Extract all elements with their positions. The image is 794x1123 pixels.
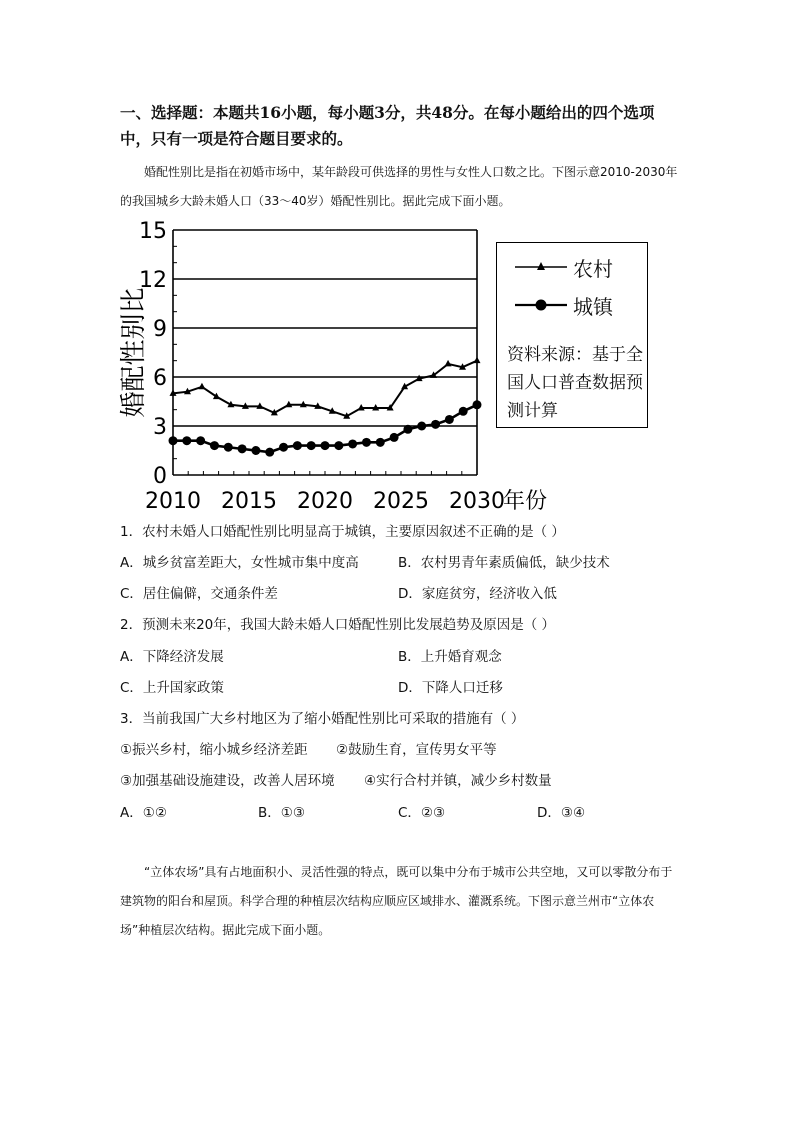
y-axis-label: 婚配性别比 [119, 287, 149, 418]
data-source-note: 资料来源：基于全国人口普查数据预测计算 [507, 345, 643, 421]
y-tick-label: 9 [153, 317, 167, 342]
urban-point [445, 415, 454, 424]
urban-point [362, 438, 371, 447]
section-heading: 一、选择题：本题共16小题，每小题3分，共48分。在每小题给出的四个选项中，只有一项是符合题目要求的。 [120, 103, 655, 148]
urban-point [473, 400, 482, 409]
legend-label: 农村 [573, 256, 613, 281]
q3-option-a[interactable]: A．①② [120, 805, 167, 821]
q3-option-b[interactable]: B．①③ [258, 805, 305, 821]
legend-item-rural [515, 253, 613, 281]
urban-point [376, 438, 385, 447]
intro-paragraph-2 [120, 858, 680, 945]
urban-point [307, 441, 316, 450]
y-tick-label: 3 [153, 415, 167, 440]
y-tick-label: 0 [153, 464, 167, 489]
series-line-rural [173, 361, 477, 417]
urban-point [251, 446, 260, 455]
q3-option-c[interactable]: C．②③ [398, 805, 446, 821]
q2-option-c[interactable]: C．上升国家政策 [120, 680, 224, 696]
q3-statement-3: ③加强基础设施建设，改善人居环境 [120, 773, 335, 789]
urban-point [196, 436, 205, 445]
triangle-marker-icon [515, 257, 567, 277]
chart-labels [119, 219, 547, 514]
question-2-stem: 2．预测未来20年，我国大龄未婚人口婚配性别比发展趋势及原因是（ ） [120, 617, 556, 633]
intro-paragraph-1 [120, 158, 680, 216]
urban-point [182, 436, 191, 445]
x-axis-label: 年份 [503, 489, 548, 514]
x-tick-label: 2015 [221, 489, 277, 514]
urban-point [417, 422, 426, 431]
chart-svg [110, 218, 550, 518]
x-tick-label: 2025 [373, 489, 429, 514]
y-tick-label: 12 [139, 268, 167, 293]
q3-statement-2: ②鼓励生育，宣传男女平等 [336, 742, 497, 758]
x-tick-label: 2020 [297, 489, 353, 514]
question-3-stem: 3．当前我国广大乡村地区为了缩小婚配性别比可采取的措施有（ ） [120, 711, 525, 727]
chart-grid [173, 230, 477, 426]
q3-statement-4: ④实行合村并镇，减少乡村数量 [364, 773, 552, 789]
urban-point [265, 448, 274, 457]
q1-option-a[interactable]: A．城乡贫富差距大，女性城市集中度高 [120, 555, 359, 571]
y-tick-label: 15 [139, 219, 167, 244]
chart-axes [173, 230, 477, 475]
intro-text-2: “立体农场”具有占地面积小、灵活性强的特点，既可以集中分布于城市公共空地，又可以零散分布于建筑物的阳台和屋顶。科学合理的种植层次结构应顺应区域排水、灌溉系统。下图示意兰州市“立体农场”种植层次结构。据此完成下面小题。 [120, 865, 673, 937]
q2-option-d[interactable]: D．下降人口迁移 [398, 680, 503, 696]
legend-item-urban [515, 291, 613, 319]
urban-point [334, 441, 343, 450]
rural-point [445, 360, 452, 367]
urban-point [431, 420, 440, 429]
intro-text: 婚配性别比是指在初婚市场中，某年龄段可供选择的男性与女性人口数之比。下图示意2010-2030年的我国城乡大龄未婚人口（33～40岁）婚配性别比。据此完成下面小题。 [120, 165, 678, 208]
urban-point [348, 439, 357, 448]
q2-option-a[interactable]: A．下降经济发展 [120, 649, 224, 665]
q3-statement-1: ①振兴乡村，缩小城乡经济差距 [120, 742, 308, 758]
urban-point [390, 433, 399, 442]
q3-option-d[interactable]: D．③④ [537, 805, 586, 821]
x-tick-label: 2010 [145, 489, 201, 514]
q1-option-d[interactable]: D．家庭贫穷，经济收入低 [398, 586, 557, 602]
urban-point [224, 443, 233, 452]
chart-series [169, 357, 482, 457]
question-1-stem: 1．农村未婚人口婚配性别比明显高于城镇，主要原因叙述不正确的是（ ） [120, 524, 565, 540]
urban-point [238, 444, 247, 453]
y-tick-label: 6 [153, 366, 167, 391]
legend-label: 城镇 [573, 294, 613, 319]
q1-option-b[interactable]: B．农村男青年素质偏低，缺少技术 [398, 555, 610, 571]
q1-option-c[interactable]: C．居住偏僻，交通条件差 [120, 586, 278, 602]
q2-option-b[interactable]: B．上升婚育观念 [398, 649, 502, 665]
urban-point [279, 443, 288, 452]
rural-point [198, 383, 205, 390]
x-tick-label: 2030 [449, 489, 505, 514]
urban-point [169, 436, 178, 445]
circle-marker-icon [515, 295, 567, 315]
urban-point [459, 407, 468, 416]
legend-box [496, 242, 648, 428]
urban-point [403, 425, 412, 434]
rural-point [474, 357, 481, 364]
urban-point [210, 441, 219, 450]
sex-ratio-chart [110, 218, 643, 518]
urban-point [321, 441, 330, 450]
urban-point [293, 441, 302, 450]
